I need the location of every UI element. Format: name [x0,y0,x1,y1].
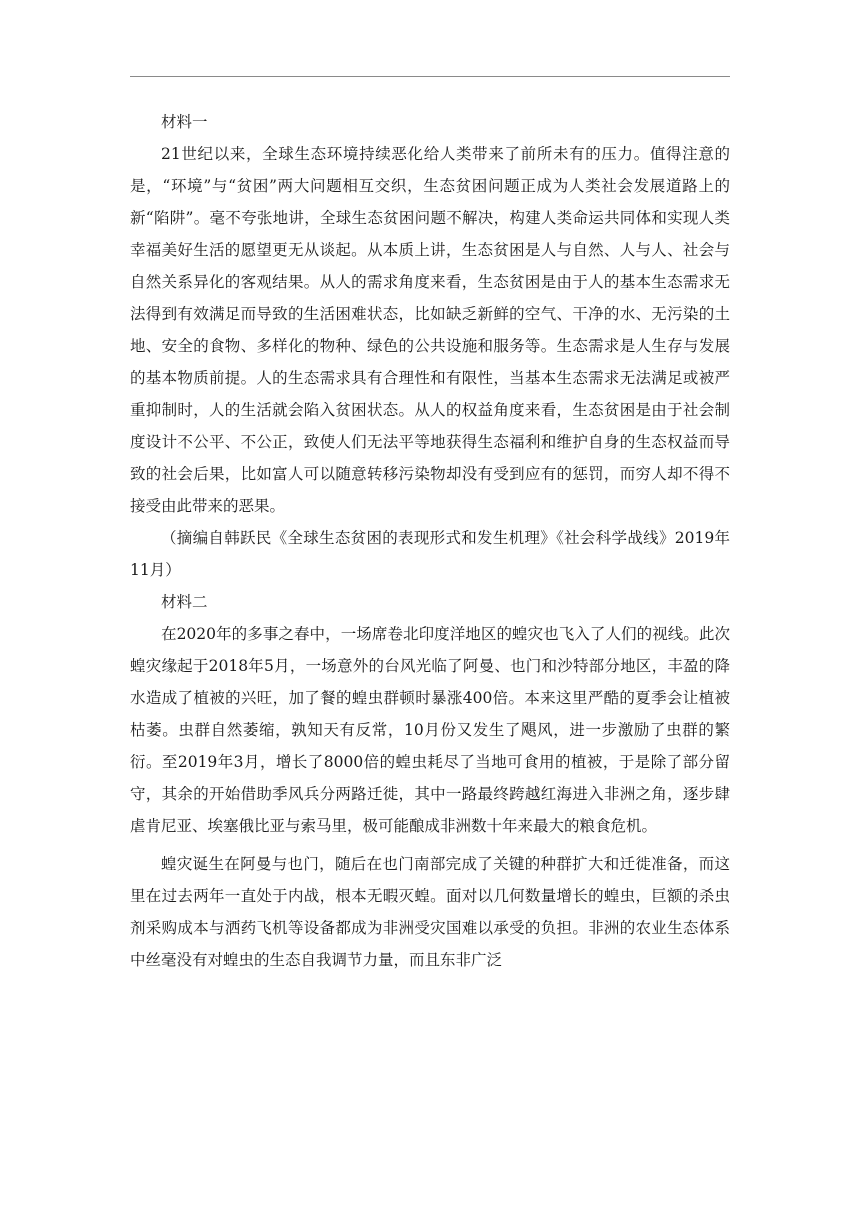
header-divider [130,76,730,77]
document-body [130,106,730,976]
material-2-heading: 材料二 [161,593,208,611]
material-1-heading: 材料一 [161,113,208,131]
material-1-source: （摘编自韩跃民《全球生态贫困的表现形式和发生机理》《社会科学战线》2019年11月） [130,529,730,579]
material-2-paragraph-1: 在2020年的多事之春中，一场席卷北印度洋地区的蝗灾也飞入了人们的视线。此次蝗灾缘起于2018年5月，一场意外的台风光临了阿曼、也门和沙特部分地区，丰盈的降水造成了植被的兴旺，加了餐的蝗虫群顿时暴涨400倍。本来这里严酷的夏季会让植被枯萎。虫群自然萎缩，孰知天有反常，10月份又发生了飓风，进一步激励了虫群的繁衍。至2019年3月，增长了8000倍的蝗虫耗尽了当地可食用的植被，于是除了部分留守，其余的开始借助季风兵分两路迁徙，其中一路最终跨越红海进入非洲之角，逐步肆虐肯尼亚、埃塞俄比亚与索马里，极可能酿成非洲数十年来最大的粮食危机。 [130,625,730,835]
material-1-paragraph: 21世纪以来，全球生态环境持续恶化给人类带来了前所未有的压力。值得注意的是，“环境”与“贫困”两大问题相互交织，生态贫困问题正成为人类社会发展道路上的新“陷阱”。毫不夸张地讲，全球生态贫困问题不解决，构建人类命运共同体和实现人类幸福美好生活的愿望更无从谈起。从本质上讲，生态贫困是人与自然、人与人、社会与自然关系异化的客观结果。从人的需求角度来看，生态贫困是由于人的基本生态需求无法得到有效满足而导致的生活困难状态，比如缺乏新鲜的空气、干净的水、无污染的土地、安全的食物、多样化的物种、绿色的公共设施和服务等。生态需求是人生存与发展的基本物质前提。人的生态需求具有合理性和有限性，当基本生态需求无法满足或被严重抑制时，人的生活就会陷入贫困状态。从人的权益角度来看，生态贫困是由于社会制度设计不公平、不公正，致使人们无法平等地获得生态福利和维护自身的生态权益而导致的社会后果，比如富人可以随意转移污染物却没有受到应有的惩罚，而穷人却不得不接受由此带来的恶果。 [130,145,730,515]
material-2-paragraph-2: 蝗灾诞生在阿曼与也门，随后在也门南部完成了关键的种群扩大和迁徙准备，而这里在过去两年一直处于内战，根本无暇灭蝗。面对以几何数量增长的蝗虫，巨额的杀虫剂采购成本与洒药飞机等设备都成为非洲受灾国难以承受的负担。非洲的农业生态体系中丝毫没有对蝗虫的生态自我调节力量，而且东非广泛 [130,855,730,969]
